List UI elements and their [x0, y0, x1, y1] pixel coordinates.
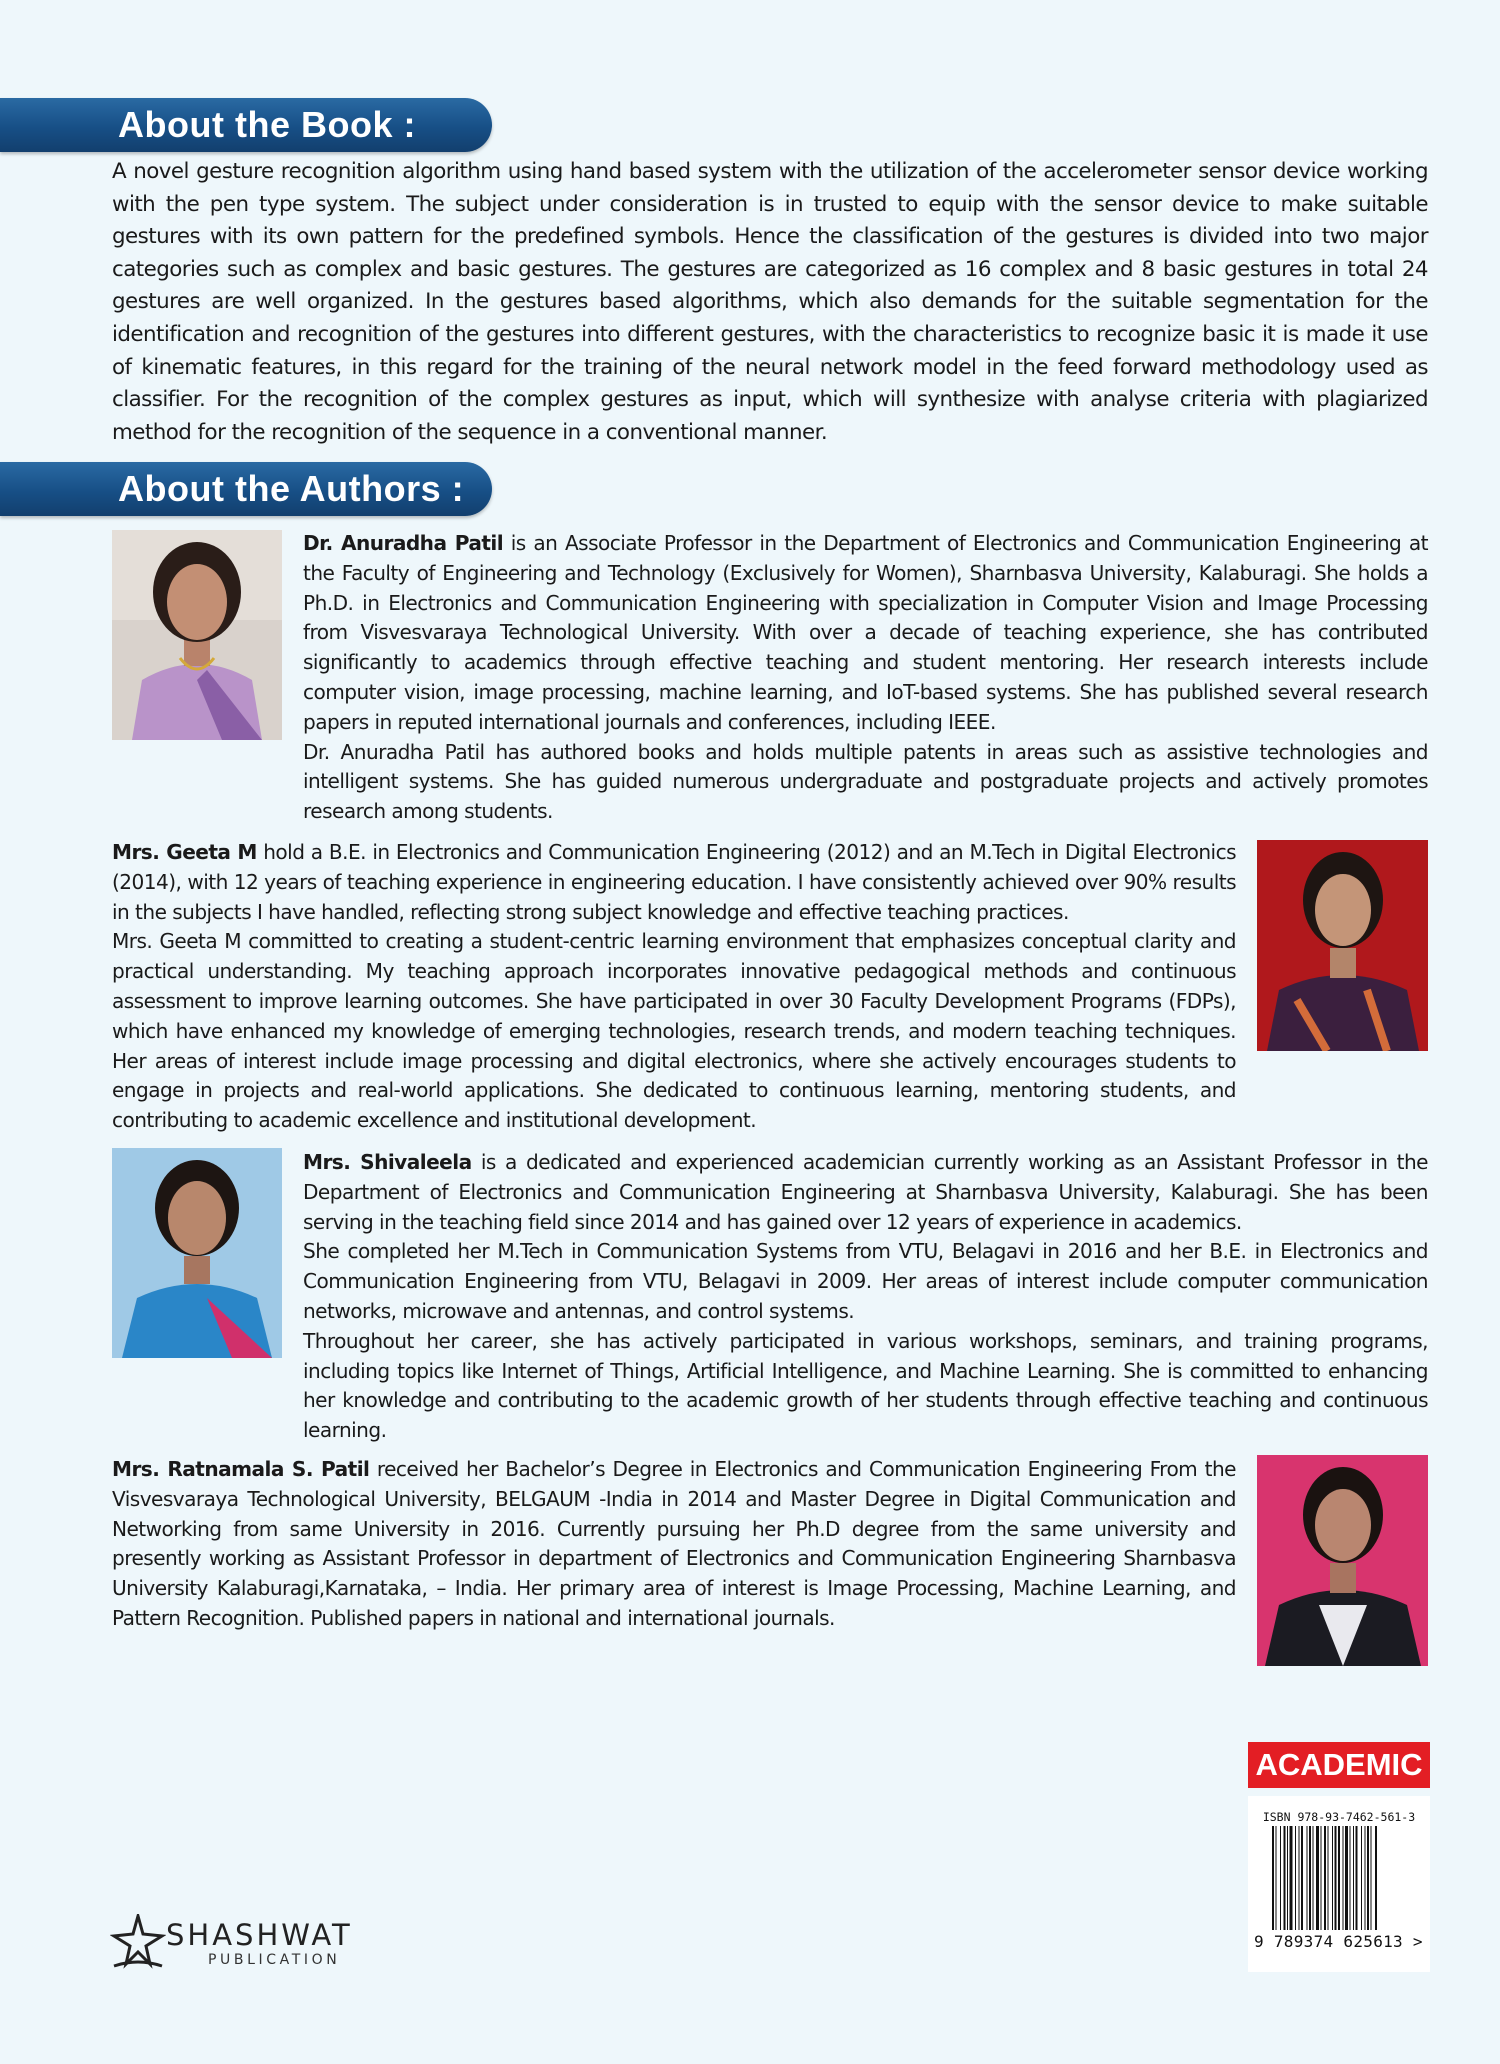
author-bio-text: is a dedicated and experienced academician currently working as an Assistant Professor in the Department of Electronics and Communication Engineering at Sharnbasva University, Kalaburagi. She has been serving in the teaching field since 2014 and has gained over 12 years of experience in academics. [303, 1150, 1428, 1234]
author-bio-text: Mrs. Geeta M committed to creating a student-centric learning environment that emphasizes conceptual clarity and practical understanding. My teaching approach incorporates innovative pedagogical methods and continuous assessment to improve learning outcomes. She have participated in over 30 Faculty Development Programs (FDPs), which have enhanced my knowledge of emerging technologies, research trends, and modern teaching techniques. Her areas of interest include image processing and digital electronics, where she actively encourages students to engage in projects and real-world applications. She dedicated to continuous learning, mentoring students, and contributing to academic excellence and institutional development. [112, 929, 1236, 1133]
barcode-digits: 9 789374 625613 > [1254, 1932, 1423, 1951]
author-photo-shivaleela [112, 1148, 282, 1358]
about-authors-banner [0, 462, 492, 516]
isbn-number: ISBN 978-93-7462-561-3 [1262, 1810, 1416, 1824]
about-book-banner [0, 98, 492, 152]
author-bio-text: She completed her M.Tech in Communication Systems from VTU, Belagavi in 2016 and her B.E. in Electronics and Communication Engineering from VTU, Belagavi in 2009. Her areas of interest include computer communication networks, microwave and antennas, and control systems. [303, 1239, 1428, 1323]
author-bio-text: hold a B.E. in Electronics and Communication Engineering (2012) and an M.Tech in Digital Electronics (2014), with 12 years of teaching experience in engineering education. I have consistently achieved over 90% results in the subjects I have handled, reflecting strong subject knowledge and effective teaching practices. [112, 840, 1236, 924]
about-book-text: A novel gesture recognition algorithm using hand based system with the utilization of the accelerometer sensor device working with the pen type system. The subject under consideration is in trusted to equip with the sensor device to make suitable gestures with its own pattern for the predefined symbols. Hence the classification of the gestures is divided into two major categories such as complex and basic gestures. The gestures are categorized as 16 complex and 8 basic gestures in total 24 gestures are well organized. In the gestures based algorithms, which also demands for the suitable segmentation for the identification and recognition of the gestures into different gestures, with the characteristics to recognize basic it is made it use of kinematic features, in this regard for the training of the neural network model in the feed forward methodology used as classifier. For the recognition of the complex gestures as input, which will synthesize with analyse criteria with plagiarized method for the recognition of the sequence in a conventional manner. [112, 159, 1428, 445]
author-bio-anuradha-patil [303, 529, 1428, 827]
author-name: Mrs. Shivaleela [303, 1150, 472, 1174]
author-name: Mrs. Ratnamala S. Patil [112, 1457, 370, 1481]
author-photo-anuradha-patil [112, 530, 282, 740]
author-name: Dr. Anuradha Patil [303, 531, 504, 555]
isbn-barcode [1248, 1796, 1430, 1972]
author-bio-shivaleela [303, 1148, 1428, 1446]
author-bio-text: Dr. Anuradha Patil has authored books and holds multiple patents in areas such as assistive technologies and intelligent systems. She has guided numerous undergraduate and postgraduate projects and actively promotes research among students. [303, 739, 1428, 824]
author-photo-ratnamala-patil [1257, 1455, 1428, 1666]
author-name: Mrs. Geeta M [112, 840, 257, 864]
author-bio-text: Throughout her career, she has actively participated in various workshops, seminars, and training programs, including topics like Internet of Things, Artificial Intelligence, and Machine Learning. She is committed to enhancing her knowledge and contributing to the academic growth of her students through effective teaching and continuous learning. [303, 1328, 1428, 1443]
lotus-star-icon [110, 1914, 166, 1972]
publisher-name: SHASHWAT [166, 1918, 353, 1952]
author-bio-ratnamala-patil [112, 1455, 1236, 1634]
author-bio-text: is an Associate Professor in the Department of Electronics and Communication Engineering at the Faculty of Engineering and Technology (Exclusively for Women), Sharnbasva University, Kalaburagi. She holds a Ph.D. in Electronics and Communication Engineering with specialization in Computer Vision and Image Processing from Visvesvaraya Technological University. With over a decade of teaching experience, she has contributed significantly to academics through effective teaching and student mentoring. Her research interests include computer vision, image processing, machine learning, and IoT-based systems. She has published several research papers in reputed international journals and conferences, including IEEE. [303, 531, 1428, 734]
about-authors-heading: About the Authors : [118, 468, 465, 509]
author-bio-geeta-m [112, 838, 1236, 1136]
publisher-subtitle: PUBLICATION [208, 1952, 341, 1968]
author-photo-geeta-m [1257, 840, 1428, 1051]
academic-badge: ACADEMIC [1248, 1742, 1430, 1788]
author-bio-text: received her Bachelor’s Degree in Electronics and Communication Engineering From the Visvesvaraya Technological University, BELGAUM -India in 2014 and Master Degree in Digital Communication and Networking from same University in 2016. Currently pursuing her Ph.D degree from the same university and presently working as Assistant Professor in department of Electronics and Communication Engineering Sharnbasva University Kalaburagi,Karnataka, – India. Her primary area of interest is Image Processing, Machine Learning, and Pattern Recognition. Published papers in national and international journals. [112, 1457, 1236, 1630]
about-book-heading: About the Book : [118, 104, 416, 145]
